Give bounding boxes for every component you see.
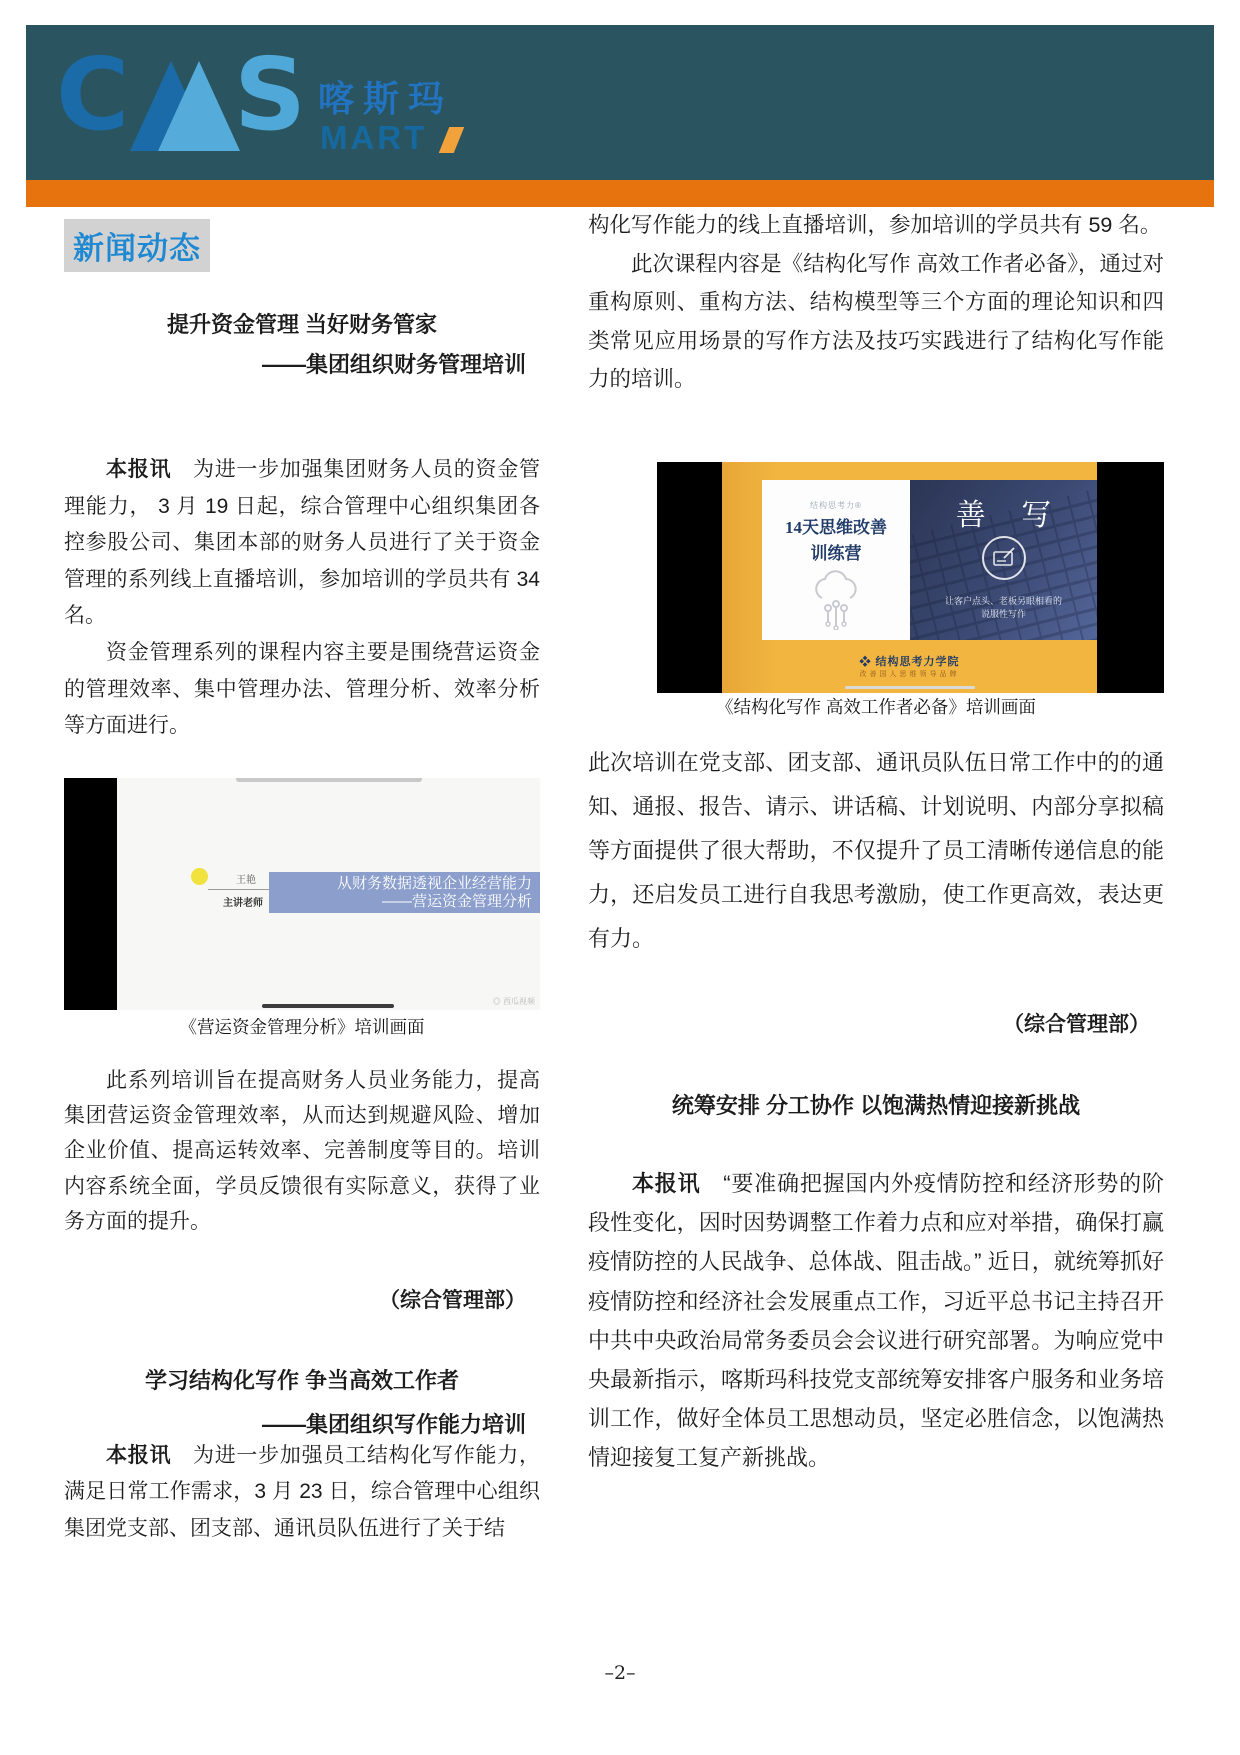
photo-tagline-line1: 让客户点头、老板另眼相看的 bbox=[944, 596, 1062, 606]
academy-logo-text: 结构思考力学院 bbox=[875, 656, 960, 668]
logo-chinese-name: 喀斯玛 bbox=[318, 79, 454, 119]
article3-body bbox=[588, 1164, 1164, 1478]
photo-tagline-line2: 说服性写作 bbox=[980, 609, 1026, 619]
writing-badge-icon bbox=[982, 536, 1026, 580]
left-column bbox=[64, 0, 540, 1755]
article2-paragraph3: 此次培训在党支部、团支部、通讯员队伍日常工作中的的通知、通报、报告、请示、讲话稿、计划说明、内部分享拟稿等方面提供了很大帮助，不仅提升了员工清晰传递信息的能力，还启发员工进行自我思考激励，使工作更高效，表达更有力。 bbox=[588, 750, 1164, 951]
paragraph-text: “要准确把握国内外疫情防控和经济形势的阶段性变化，因时因势调整工作着力点和应对举措，确保打赢疫情防控的人民战争、总体战、阻击战。” 近日，就统筹抓好疫情防控和经济社会发展重点工作，习近平总书记主持召开中共中央政治局常务委员会会议进行研究部署。为响应党中央最新指示，喀斯玛科技党支部统筹安排客户服务和业务培训工作，做好全体员工思想动员，坚定必胜信念，以饱满热情迎接复工复产新挑战。 bbox=[588, 1171, 1164, 1471]
article1-signature: （综合管理部） bbox=[379, 1289, 526, 1312]
logo-mart-text: MART bbox=[320, 119, 428, 156]
photo-headline: 善 写 bbox=[955, 499, 1066, 532]
video-progress-bar bbox=[262, 1004, 394, 1008]
logo-letter-c: C bbox=[56, 36, 130, 153]
academy-logo: ❖ 结构思考力学院 bbox=[859, 656, 960, 668]
video-letterbox-bar bbox=[64, 778, 117, 1010]
paragraph-text: 资金管理系列的课程内容主要是围绕营运资金的管理效率、集中管理办法、管理分析、效率分析等方面进行。 bbox=[64, 640, 540, 738]
avatar bbox=[191, 868, 208, 885]
article1-title: 提升资金管理 当好财务管家 bbox=[166, 312, 438, 337]
training-screenshot-1 bbox=[64, 778, 540, 1010]
article2-body bbox=[64, 1438, 540, 1547]
paragraph-text: 为进一步加强员工结构化写作能力，满足日常工作需求，3 月 23 日，综合管理中心组织集团党支部、团支部、通讯员队伍进行了关于结 bbox=[64, 1444, 541, 1540]
right-column bbox=[588, 0, 1164, 1755]
article1-paragraph3: 此系列培训旨在提高财务人员业务能力，提高集团营运资金管理效率，从而达到规避风险、增加企业价值、提高运转效率、完善制度等目的。培训内容系统全面，学员反馈很有实际意义，获得了业务方面的提升。 bbox=[64, 1069, 540, 1233]
article2-subtitle: ——集团组织写作能力培训 bbox=[261, 1412, 526, 1437]
article1-body bbox=[64, 452, 540, 745]
course-card bbox=[762, 480, 910, 640]
video-letterbox-bar bbox=[1097, 462, 1164, 693]
video-progress-bar bbox=[845, 686, 975, 689]
course-title-line1: 14天思维改善 bbox=[785, 518, 887, 537]
byline-lead: 本报讯 bbox=[106, 458, 172, 481]
paragraph-text: 为进一步加强集团财务人员的资金管理能力， 3 月 19 日起，综合管理中心组织集团各控参股公司、集团本部的财务人员进行了关于资金管理的系列线上直播培训，参加培训的学员共有 34 名。 bbox=[64, 458, 541, 628]
keyboard-photo bbox=[910, 480, 1097, 640]
slide-title-line2: ——营运资金管理分析 bbox=[381, 893, 532, 910]
byline-lead: 本报讯 bbox=[632, 1171, 701, 1196]
paragraph: 构化写作能力的线上直播培训，参加培训的学员共有 59 名。 bbox=[588, 213, 1162, 237]
teacher-name: 王艳 bbox=[236, 875, 256, 886]
teacher-title: 主讲老师 bbox=[223, 898, 263, 909]
article1-subtitle: ——集团组织财务管理培训 bbox=[261, 352, 526, 377]
paragraph bbox=[64, 452, 540, 635]
paragraph: 此次课程内容是《结构化写作 高效工作者必备》，通过对重构原则、重构方法、结构模型等三个方面的理论知识和四类常见应用场景的写作方法及技巧实践进行了结构化写作能力的培训。 bbox=[588, 251, 1164, 392]
article2-signature: （综合管理部） bbox=[1003, 1013, 1150, 1036]
course-brand: 结构思考力® bbox=[810, 501, 862, 510]
article3-title: 统筹安排 分工协作 以饱满热情迎接新挑战 bbox=[671, 1093, 1081, 1118]
course-title-line2: 训练营 bbox=[810, 544, 862, 563]
slide-toolbar bbox=[236, 778, 422, 782]
article2-title: 学习结构化写作 争当高效工作者 bbox=[144, 1368, 460, 1393]
page-number: –2– bbox=[604, 1662, 636, 1684]
cloud-brain-icon bbox=[808, 568, 864, 630]
slide-title-banner bbox=[269, 872, 540, 913]
academy-logo-subtext: 改善国人思维领导品牌 bbox=[859, 671, 960, 678]
image1-caption: 《营运资金管理分析》培训画面 bbox=[179, 1017, 425, 1037]
byline-lead: 本报讯 bbox=[106, 1444, 172, 1467]
article2-body-continued bbox=[588, 206, 1164, 399]
image2-caption: 《结构化写作 高效工作者必备》培训画面 bbox=[716, 697, 1036, 717]
logo-letter-s: S bbox=[234, 36, 307, 153]
slide-title-line1: 从财务数据透视企业经营能力 bbox=[336, 875, 532, 892]
paragraph bbox=[64, 635, 540, 745]
platform-watermark: ◎ 西瓜视频 bbox=[492, 997, 535, 1006]
section-label: 新闻动态 bbox=[64, 219, 210, 272]
slide-background bbox=[722, 462, 1097, 693]
divider bbox=[208, 889, 278, 890]
training-screenshot-2 bbox=[657, 462, 1164, 693]
